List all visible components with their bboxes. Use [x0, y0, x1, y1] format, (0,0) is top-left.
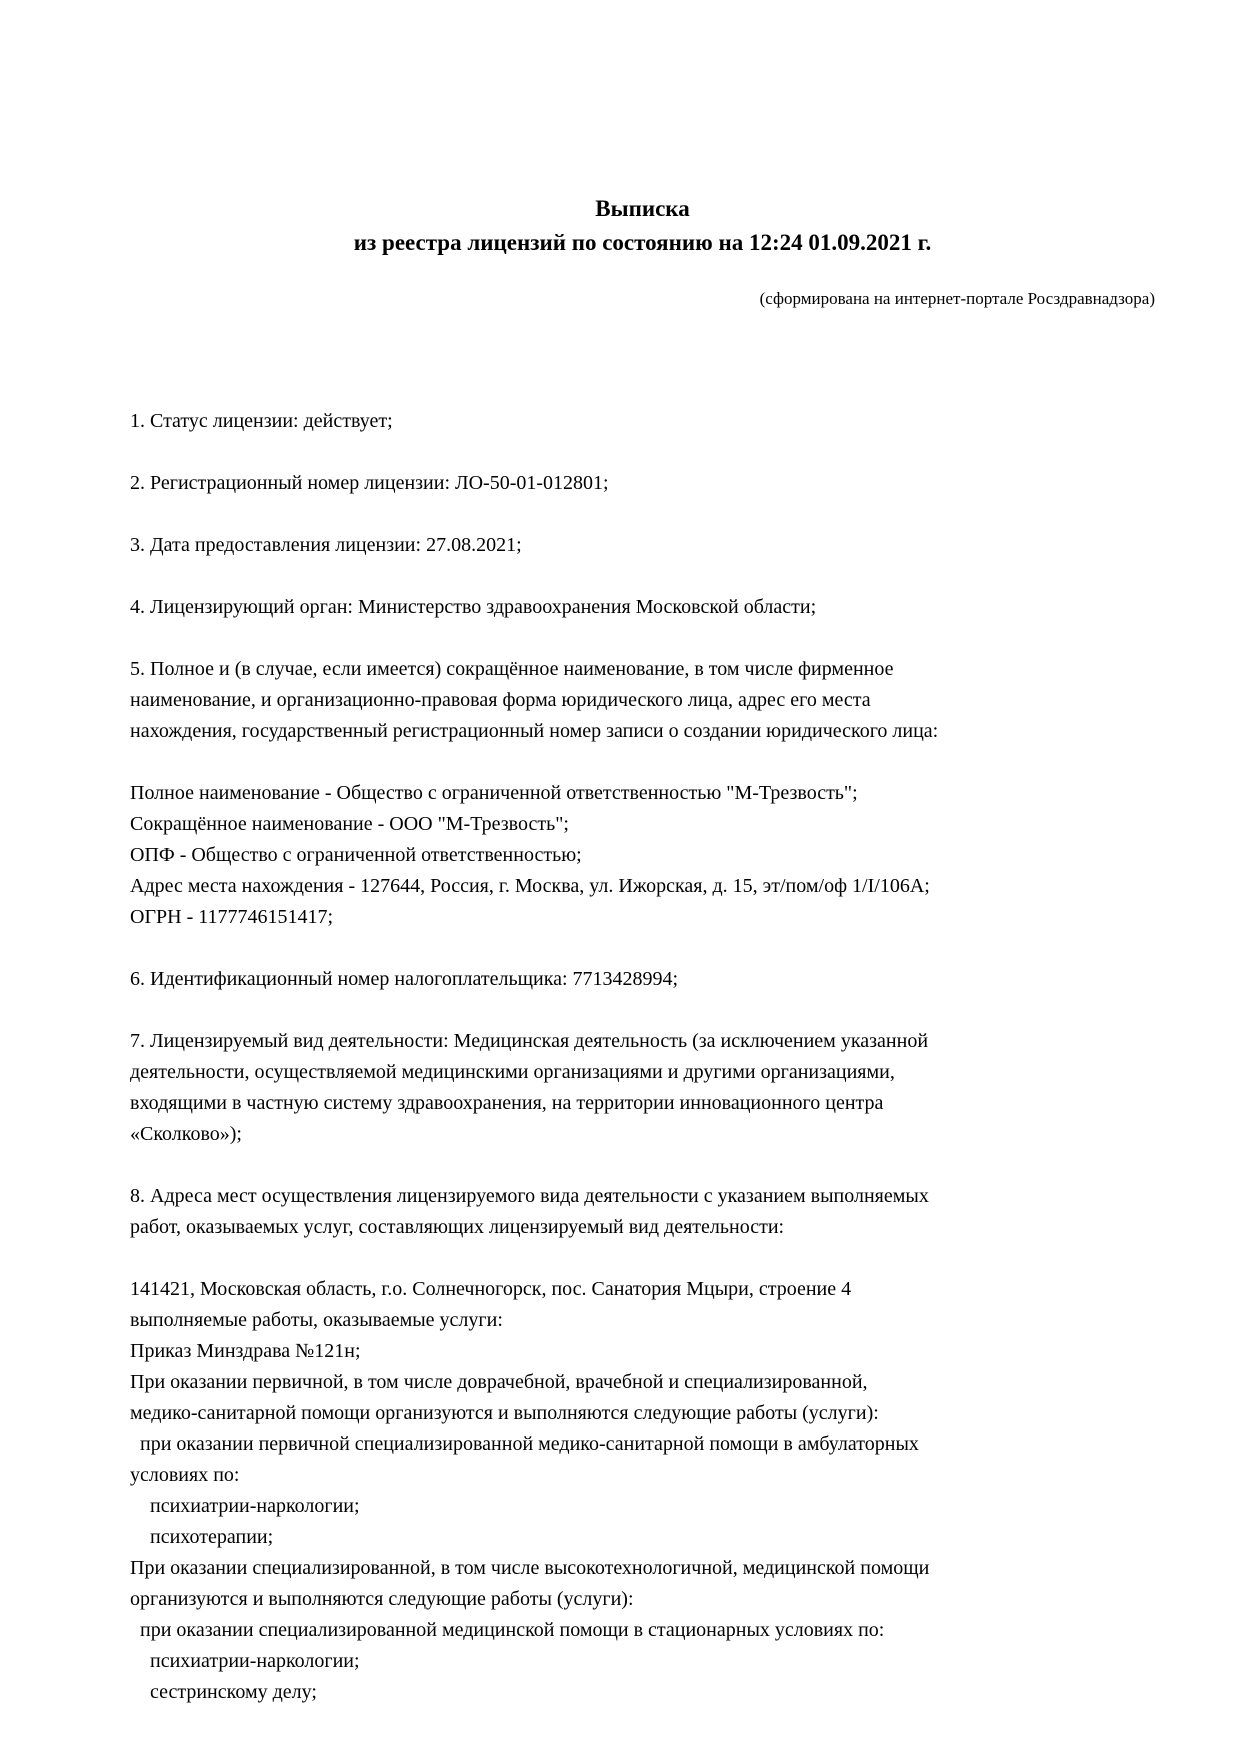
document-body — [130, 406, 1155, 1708]
paragraph — [130, 654, 1155, 747]
paragraph — [130, 1026, 1155, 1150]
document-line: При оказании первичной, в том числе доврачебной, врачебной и специализированной, — [130, 1371, 868, 1393]
document-line: деятельности, осуществляемой медицинскими организациями и другими организациями, — [130, 1061, 895, 1083]
document-line: условиях по: — [130, 1464, 240, 1486]
paragraph — [130, 1274, 1155, 1708]
document-line: выполняемые работы, оказываемые услуги: — [130, 1309, 503, 1331]
document-line: 8. Адреса мест осуществления лицензируемого вида деятельности с указанием выполняемых — [130, 1185, 929, 1207]
document-line: психотерапии; — [130, 1526, 274, 1548]
title-line-1: Выписка — [595, 196, 690, 221]
document-line: психиатрии-наркологии; — [130, 1495, 360, 1517]
document-line: ОГРН - 1177746151417; — [130, 906, 334, 928]
document-line: организуются и выполняются следующие работы (услуги): — [130, 1588, 634, 1610]
paragraph — [130, 778, 1155, 933]
document-subtitle: (сформирована на интернет-портале Росздравнадзора) — [759, 289, 1155, 308]
document-line: наименование, и организационно-правовая форма юридического лица, адрес его места — [130, 689, 871, 711]
paragraph — [130, 1181, 1155, 1243]
document-title — [130, 192, 1155, 260]
document-line: 6. Идентификационный номер налогоплательщика: 7713428994; — [130, 968, 679, 990]
document-line: входящими в частную систему здравоохранения, на территории инновационного центра — [130, 1092, 884, 1114]
document-line: нахождения, государственный регистрационный номер записи о создании юридического лица: — [130, 720, 939, 742]
document-line: 4. Лицензирующий орган: Министерство здравоохранения Московской области; — [130, 596, 817, 618]
document-line: Сокращённое наименование - ООО "М-Трезвость"; — [130, 813, 569, 835]
paragraph — [130, 468, 1155, 499]
document-line: «Сколково»); — [130, 1123, 242, 1145]
document-line: психиатрии-наркологии; — [130, 1650, 360, 1672]
title-line-2: из реестра лицензий по состоянию на 12:24 01.09.2021 г. — [353, 230, 932, 255]
document-line: медико-санитарной помощи организуются и выполняются следующие работы (услуги): — [130, 1402, 879, 1424]
document-line: Приказ Минздрава №121н; — [130, 1340, 361, 1362]
document-line: 141421, Московская область, г.о. Солнечногорск, пос. Санатория Мцыри, строение 4 — [130, 1278, 852, 1300]
document-line: 1. Статус лицензии: действует; — [130, 410, 393, 432]
paragraph — [130, 964, 1155, 995]
document-line: ОПФ - Общество с ограниченной ответственностью; — [130, 844, 582, 866]
document-line: При оказании специализированной, в том числе высокотехнологичной, медицинской помощи — [130, 1557, 930, 1579]
document-line: при оказании специализированной медицинской помощи в стационарных условиях по: — [130, 1619, 885, 1641]
document-line: 5. Полное и (в случае, если имеется) сокращённое наименование, в том числе фирменное — [130, 658, 894, 680]
document-line: при оказании первичной специализированной медико-санитарной помощи в амбулаторных — [130, 1433, 919, 1455]
document-line: работ, оказываемых услуг, составляющих лицензируемый вид деятельности: — [130, 1216, 785, 1238]
document-line: Адрес места нахождения - 127644, Россия, г. Москва, ул. Ижорская, д. 15, эт/пом/оф 1/I/106А; — [130, 875, 930, 897]
paragraph — [130, 530, 1155, 561]
paragraph — [130, 592, 1155, 623]
document-line: 2. Регистрационный номер лицензии: ЛО-50-01-012801; — [130, 472, 609, 494]
document-line: 3. Дата предоставления лицензии: 27.08.2021; — [130, 534, 522, 556]
document-line: 7. Лицензируемый вид деятельности: Медицинская деятельность (за исключением указанной — [130, 1030, 929, 1052]
paragraph — [130, 406, 1155, 437]
document-line: сестринскому делу; — [130, 1681, 317, 1703]
document-line: Полное наименование - Общество с ограниченной ответственностью "М-Трезвость"; — [130, 782, 858, 804]
